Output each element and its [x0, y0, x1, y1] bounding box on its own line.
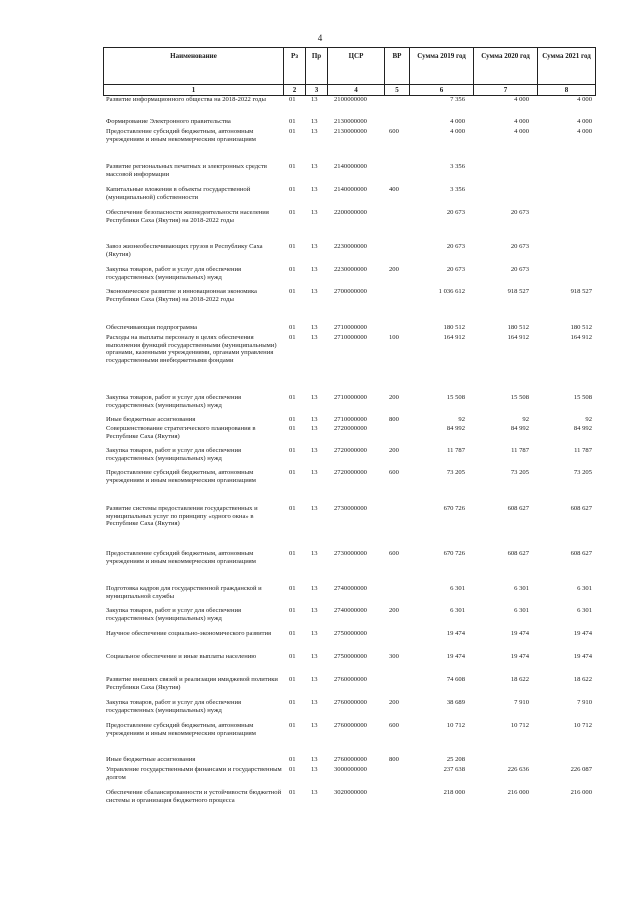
row-sum-2019: 4 000: [450, 118, 465, 125]
row-vr: 300: [389, 653, 399, 660]
row-csr: 2230000000: [334, 243, 367, 250]
row-sum-2019: 3 356: [450, 186, 465, 193]
row-sum-2020: 15 508: [510, 394, 529, 401]
row-rz: 01: [289, 209, 296, 216]
col-number: 2: [284, 85, 306, 96]
row-sum-2021: 18 622: [573, 676, 592, 683]
row-csr: 2720000000: [334, 425, 367, 432]
row-sum-2021: 19 474: [573, 653, 592, 660]
row-sum-2020: 84 992: [510, 425, 529, 432]
row-sum-2019: 6 301: [450, 585, 465, 592]
row-name: Развитие информационного общества на 2018-2022 годы: [106, 96, 266, 103]
row-csr: 2710000000: [334, 394, 367, 401]
row-sum-2020: 20 673: [510, 209, 529, 216]
row-sum-2021: 608 627: [570, 550, 592, 557]
row-sum-2021: 10 712: [573, 722, 592, 729]
row-vr: 100: [389, 334, 399, 341]
row-sum-2021: 4 000: [577, 128, 592, 135]
row-csr: 2230000000: [334, 266, 367, 273]
row-csr: 3020000000: [334, 789, 367, 796]
row-sum-2021: 73 205: [573, 469, 592, 476]
row-sum-2019: 20 673: [446, 266, 465, 273]
row-pr: 13: [311, 266, 318, 273]
row-name: Управление государственными финансами и государственным долгом: [106, 766, 282, 781]
row-pr: 13: [311, 163, 318, 170]
row-pr: 13: [311, 128, 318, 135]
row-name: Обеспечение сбалансированности и устойчивости бюджетной системы и организация бюджетного процесса: [106, 789, 282, 804]
row-csr: 2730000000: [334, 505, 367, 512]
row-rz: 01: [289, 789, 296, 796]
row-rz: 01: [289, 288, 296, 295]
row-rz: 01: [289, 128, 296, 135]
row-rz: 01: [289, 699, 296, 706]
row-sum-2021: 6 301: [577, 585, 592, 592]
row-csr: 2710000000: [334, 334, 367, 341]
col-number: 8: [538, 85, 596, 96]
row-sum-2019: 25 208: [446, 756, 465, 763]
col-header-sum-2020: Сумма 2020 год: [474, 48, 538, 85]
row-vr: 600: [389, 469, 399, 476]
row-sum-2021: 4 000: [577, 96, 592, 103]
row-name: Иные бюджетные ассигнования: [106, 756, 196, 763]
col-number: 5: [385, 85, 410, 96]
row-sum-2020: 6 301: [514, 585, 529, 592]
row-sum-2021: 180 512: [570, 324, 592, 331]
row-sum-2021: 11 787: [574, 447, 592, 454]
row-rz: 01: [289, 96, 296, 103]
row-sum-2019: 19 474: [446, 630, 465, 637]
col-header-csr: ЦСР: [328, 48, 385, 85]
col-header-vr: ВР: [385, 48, 410, 85]
row-sum-2021: 6 301: [577, 607, 592, 614]
row-sum-2020: 11 787: [511, 447, 529, 454]
row-name: Совершенствование стратегического планирования в Республике Саха (Якутия): [106, 425, 256, 440]
row-pr: 13: [311, 756, 318, 763]
row-rz: 01: [289, 722, 296, 729]
row-pr: 13: [311, 766, 318, 773]
row-pr: 13: [311, 630, 318, 637]
row-sum-2019: 3 356: [450, 163, 465, 170]
row-sum-2019: 237 638: [443, 766, 465, 773]
row-rz: 01: [289, 266, 296, 273]
col-number: 7: [474, 85, 538, 96]
row-sum-2020: 20 673: [510, 266, 529, 273]
table-header: [103, 47, 596, 96]
row-pr: 13: [311, 425, 318, 432]
row-vr: 600: [389, 550, 399, 557]
row-sum-2020: 20 673: [510, 243, 529, 250]
row-name: Предоставление субсидий бюджетным, автономным учреждениям и иным некоммерческим организациям: [106, 469, 256, 484]
row-vr: 800: [389, 416, 399, 423]
row-sum-2019: 670 726: [443, 550, 465, 557]
row-sum-2020: 180 512: [507, 324, 529, 331]
row-rz: 01: [289, 324, 296, 331]
row-name: Закупка товаров, работ и услуг для обеспечения государственных (муниципальных) нужд: [106, 266, 242, 281]
row-sum-2019: 670 726: [443, 505, 465, 512]
row-vr: 400: [389, 186, 399, 193]
row-sum-2019: 218 000: [443, 789, 465, 796]
row-pr: 13: [311, 585, 318, 592]
row-pr: 13: [311, 416, 318, 423]
row-sum-2019: 38 689: [446, 699, 465, 706]
row-name: Научное обеспечение социально-экономического развития: [106, 630, 272, 637]
row-pr: 13: [311, 653, 318, 660]
row-sum-2020: 7 910: [514, 699, 529, 706]
row-csr: 2720000000: [334, 469, 367, 476]
row-csr: 2130000000: [334, 128, 367, 135]
row-csr: 2140000000: [334, 186, 367, 193]
row-vr: 600: [389, 722, 399, 729]
row-sum-2021: 19 474: [573, 630, 592, 637]
row-csr: 2750000000: [334, 630, 367, 637]
row-csr: 2760000000: [334, 676, 367, 683]
row-sum-2021: 7 910: [577, 699, 592, 706]
row-sum-2021: 92: [585, 416, 592, 423]
row-csr: 2730000000: [334, 550, 367, 557]
row-rz: 01: [289, 505, 296, 512]
row-rz: 01: [289, 118, 296, 125]
row-pr: 13: [311, 447, 318, 454]
row-pr: 13: [311, 334, 318, 341]
row-sum-2019: 180 512: [443, 324, 465, 331]
row-pr: 13: [311, 324, 318, 331]
row-rz: 01: [289, 163, 296, 170]
row-pr: 13: [311, 676, 318, 683]
row-name: Развитие региональных печатных и электронных средств массовой информации: [106, 163, 267, 178]
row-sum-2021: 164 912: [570, 334, 592, 341]
row-sum-2020: 918 527: [507, 288, 529, 295]
row-rz: 01: [289, 607, 296, 614]
page-number: 4: [317, 33, 323, 43]
row-name: Социальное обеспечение и иные выплаты населению: [106, 653, 257, 660]
row-vr: 200: [389, 607, 399, 614]
row-rz: 01: [289, 469, 296, 476]
row-csr: 2130000000: [334, 118, 367, 125]
row-name: Завоз жизнеобеспечивающих грузов в Республику Саха (Якутия): [106, 243, 263, 258]
row-sum-2021: 918 527: [570, 288, 592, 295]
row-pr: 13: [311, 186, 318, 193]
row-sum-2019: 74 608: [446, 676, 465, 683]
row-sum-2020: 73 205: [510, 469, 529, 476]
row-pr: 13: [311, 394, 318, 401]
row-sum-2021: 216 000: [570, 789, 592, 796]
row-csr: 2740000000: [334, 585, 367, 592]
row-name: Предоставление субсидий бюджетным, автономным учреждениям и иным некоммерческим организациям: [106, 128, 256, 143]
row-rz: 01: [289, 394, 296, 401]
row-rz: 01: [289, 756, 296, 763]
row-pr: 13: [311, 96, 318, 103]
row-pr: 13: [311, 288, 318, 295]
row-sum-2019: 20 673: [446, 209, 465, 216]
row-pr: 13: [311, 722, 318, 729]
row-sum-2021: 15 508: [573, 394, 592, 401]
row-sum-2020: 6 301: [514, 607, 529, 614]
row-rz: 01: [289, 334, 296, 341]
row-rz: 01: [289, 447, 296, 454]
row-sum-2019: 15 508: [446, 394, 465, 401]
row-name: Иные бюджетные ассигнования: [106, 416, 196, 423]
row-sum-2020: 19 474: [510, 630, 529, 637]
row-rz: 01: [289, 186, 296, 193]
row-rz: 01: [289, 585, 296, 592]
row-name: Капитальные вложения в объекты государственной (муниципальной) собственности: [106, 186, 251, 201]
row-sum-2020: 216 000: [507, 789, 529, 796]
row-pr: 13: [311, 469, 318, 476]
row-sum-2020: 608 627: [507, 550, 529, 557]
row-sum-2021: 84 992: [573, 425, 592, 432]
row-rz: 01: [289, 676, 296, 683]
col-number: 4: [328, 85, 385, 96]
row-rz: 01: [289, 550, 296, 557]
row-csr: 2760000000: [334, 722, 367, 729]
row-vr: 200: [389, 447, 399, 454]
row-sum-2019: 11 787: [447, 447, 465, 454]
row-name: Формирование Электронного правительства: [106, 118, 231, 125]
row-sum-2020: 164 912: [507, 334, 529, 341]
row-name: Развитие внешних связей и реализация имиджевой политики Республики Саха (Якутия): [106, 676, 278, 691]
row-vr: 600: [389, 128, 399, 135]
row-sum-2021: 608 627: [570, 505, 592, 512]
row-pr: 13: [311, 118, 318, 125]
row-vr: 200: [389, 699, 399, 706]
row-pr: 13: [311, 699, 318, 706]
row-name: Расходы на выплаты персоналу в целях обеспечения выполнения функций государственными (муниципальными) органами, казенными учреждениями, органами управления государственными внебюджетными фондами: [106, 334, 277, 364]
row-sum-2020: 608 627: [507, 505, 529, 512]
row-name: Экономическое развитие и инновационная экономика Республики Саха (Якутия) на 2018-2022 годы: [106, 288, 257, 303]
row-rz: 01: [289, 653, 296, 660]
col-header-rz: Рз: [284, 48, 306, 85]
row-rz: 01: [289, 425, 296, 432]
row-pr: 13: [311, 789, 318, 796]
row-sum-2019: 164 912: [443, 334, 465, 341]
row-sum-2020: 19 474: [510, 653, 529, 660]
row-name: Закупка товаров, работ и услуг для обеспечения государственных (муниципальных) нужд: [106, 447, 242, 462]
row-name: Обеспечение безопасности жизнедеятельности населения Республики Саха (Якутия) на 2018-2022 годы: [106, 209, 269, 224]
row-csr: 2760000000: [334, 699, 367, 706]
row-sum-2019: 20 673: [446, 243, 465, 250]
row-name: Подготовка кадров для государственной гражданской и муниципальной службы: [106, 585, 262, 600]
col-number: 1: [104, 85, 284, 96]
row-sum-2019: 84 992: [446, 425, 465, 432]
col-header-name: Наименование: [104, 48, 284, 85]
row-vr: 800: [389, 756, 399, 763]
row-csr: 2720000000: [334, 447, 367, 454]
col-number: 6: [410, 85, 474, 96]
row-csr: 3000000000: [334, 766, 367, 773]
row-csr: 2740000000: [334, 607, 367, 614]
row-sum-2020: 18 622: [510, 676, 529, 683]
row-name: Предоставление субсидий бюджетным, автономным учреждениям и иным некоммерческим организациям: [106, 722, 256, 737]
row-sum-2021: 226 087: [570, 766, 592, 773]
row-csr: 2700000000: [334, 288, 367, 295]
row-csr: 2100000000: [334, 96, 367, 103]
row-pr: 13: [311, 607, 318, 614]
col-header-sum-2021: Сумма 2021 год: [538, 48, 596, 85]
row-csr: 2760000000: [334, 756, 367, 763]
row-name: Закупка товаров, работ и услуг для обеспечения государственных (муниципальных) нужд: [106, 607, 242, 622]
row-sum-2019: 73 205: [446, 469, 465, 476]
col-header-sum-2019: Сумма 2019 год: [410, 48, 474, 85]
row-sum-2019: 1 036 612: [438, 288, 465, 295]
row-csr: 2750000000: [334, 653, 367, 660]
row-vr: 200: [389, 394, 399, 401]
row-pr: 13: [311, 550, 318, 557]
col-number: 3: [306, 85, 328, 96]
row-rz: 01: [289, 243, 296, 250]
row-rz: 01: [289, 766, 296, 773]
row-sum-2019: 4 000: [450, 128, 465, 135]
row-sum-2020: 10 712: [510, 722, 529, 729]
row-sum-2020: 4 000: [514, 96, 529, 103]
row-name: Обеспечивающая подпрограмма: [106, 324, 198, 331]
row-csr: 2710000000: [334, 416, 367, 423]
row-sum-2020: 4 000: [514, 118, 529, 125]
row-csr: 2710000000: [334, 324, 367, 331]
row-sum-2020: 4 000: [514, 128, 529, 135]
col-header-pr: Пр: [306, 48, 328, 85]
row-name: Развитие системы предоставления государственных и муниципальных услуг по принципу «одного окна» в Республике Саха (Якутия): [106, 505, 258, 528]
row-sum-2019: 10 712: [446, 722, 465, 729]
row-sum-2020: 226 636: [507, 766, 529, 773]
row-rz: 01: [289, 416, 296, 423]
row-name: Закупка товаров, работ и услуг для обеспечения государственных (муниципальных) нужд: [106, 699, 242, 714]
row-sum-2019: 19 474: [446, 653, 465, 660]
row-csr: 2200000000: [334, 209, 367, 216]
row-sum-2021: 4 000: [577, 118, 592, 125]
row-name: Предоставление субсидий бюджетным, автономным учреждениям и иным некоммерческим организациям: [106, 550, 256, 565]
row-vr: 200: [389, 266, 399, 273]
row-pr: 13: [311, 505, 318, 512]
row-sum-2019: 7 356: [450, 96, 465, 103]
row-pr: 13: [311, 243, 318, 250]
row-sum-2019: 6 301: [450, 607, 465, 614]
row-csr: 2140000000: [334, 163, 367, 170]
row-sum-2020: 92: [522, 416, 529, 423]
row-rz: 01: [289, 630, 296, 637]
row-name: Закупка товаров, работ и услуг для обеспечения государственных (муниципальных) нужд: [106, 394, 242, 409]
row-pr: 13: [311, 209, 318, 216]
row-sum-2019: 92: [458, 416, 465, 423]
